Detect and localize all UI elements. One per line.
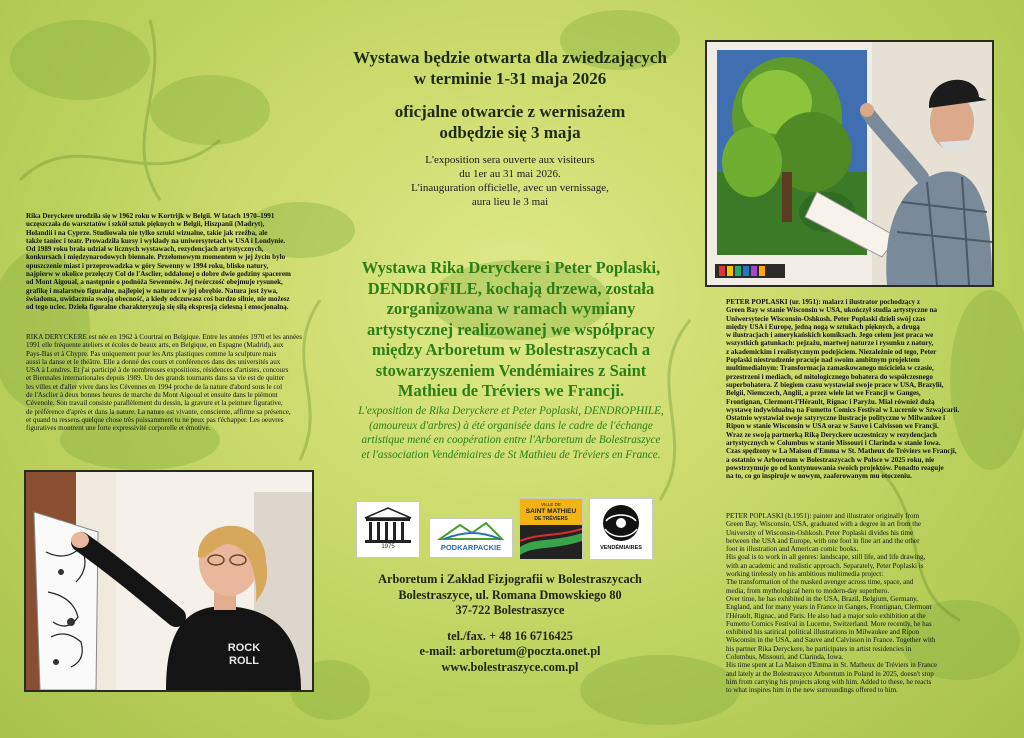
- bio-line: with an academic and realistic approach. Separately, Peter Poplaski is: [726, 561, 924, 570]
- bio-line: Poplaski niestrudzenie pracuje nad swoim ambitnym projektem: [726, 356, 920, 365]
- bio-line: przestrzeni i mediach, od mitologicznego bohatera do współczesnego: [726, 372, 933, 381]
- saint-mathieu-landscape-icon: [520, 525, 582, 559]
- bio-line: Ostatnio wystawiał swoje satyryczne ilustracje polityczne w Milwaukee i: [726, 414, 946, 423]
- bio-line: de l'Asclier à deux bonnes heures de marche du Mont Aigoual et ensuite dans le piémont: [26, 391, 278, 400]
- bio-line: Rika Deryckere urodziła się w 1962 roku w Kortrijk w Belgii. W latach 1970–1991: [26, 212, 275, 220]
- contact-block: [330, 572, 690, 675]
- bio-line: USA à Londres. Et j'ai participé à de nombreuses expositions, résidences d'artistes, concours: [26, 366, 289, 375]
- bio-line: Wraz ze swoją partnerką Riką Deryckere uczestniczy w rezydencjach: [726, 430, 937, 439]
- bio-line: his partner Rika Deryckere, he participates in artist residencies in: [726, 644, 912, 653]
- header-line: L'inauguration officielle, avec un vernissage,: [411, 182, 609, 194]
- bio-line: a ostatnio w Arboretum w Bolestraszycach w Polsce w 2025 roku, nie: [726, 455, 935, 464]
- shirt-text: ROLL: [229, 655, 259, 667]
- contact-phone: tel./fax. + 48 16 6716425: [447, 628, 573, 643]
- bio-line: od tego uciec. Dzieła figuralne charakteryzują się siłą ekspresją cielesną i emocjonalną.: [26, 303, 289, 312]
- bio-line: PETER POPLASKI (ur. 1951): malarz i ilustrator pochodzący z: [726, 298, 921, 306]
- bio-line: foot in illustration and American comic books.: [726, 545, 859, 554]
- bio-line: Pays-Bas et à Chypre. Pas uniquement pour les Arts plastiques comme la sculpture mais: [26, 349, 277, 358]
- saint-mathieu-line1: SAINT MATHIEU: [525, 508, 577, 515]
- main-line: L'exposition de Rika Deryckere et Peter Poplaski, DENDROPHILE,: [358, 405, 664, 417]
- bio-line: Wisconsin in the USA, and Sauve and Calvisson in France. Together with: [726, 636, 936, 645]
- bio-line: multimedialnym: Transformacja zamaskowanego mściciela w czasie,: [726, 364, 934, 373]
- bio-line: Czas spędzony w La Maison d'Emma w St. Matheux de Tréviers we Francji,: [726, 447, 957, 456]
- podkarpackie-mountains-icon: [430, 519, 512, 543]
- bio-line: na to, co go inspiruje w nowym, zaaferowanym mu otoczeniu.: [726, 472, 912, 481]
- main-line: Wystawa Rika Deryckere i Peter Poplaski,: [361, 258, 661, 277]
- header-line: L'exposition sera ouverte aux visiteurs: [425, 154, 595, 166]
- bio-line: RIKA DERYCKERE est née en 1962 à Courtrai en Belgique. Entre les années 1970 et les années: [26, 333, 302, 341]
- peter-bio-en: [726, 512, 996, 695]
- bio-line: figuratives montrent une forte expressivité corporelle et émotive.: [26, 424, 211, 433]
- bio-line: Green Bay w stanie Wisconsin w USA, ukończył studia artystyczne na: [726, 306, 938, 315]
- bio-line: l'Hérault, Rignac, and Paris. He also had a major solo exhibition at the: [726, 611, 926, 620]
- bio-line: Belgii, Niemczech, Anglii, a przez wiele lat we Francji w Ganges,: [726, 389, 921, 398]
- bio-line: najpierw w okolice przełęczy Col de l'Asclier, oddalonej o dobre dwie godziny spacerem: [26, 270, 291, 279]
- vernissage-pl: [320, 101, 700, 143]
- header-line: oficjalne otwarcie z wernisażem: [394, 102, 626, 121]
- contact-line: 37-722 Bolestraszyce: [455, 603, 565, 617]
- bio-line: media, from mythological hero to modern-day superhero.: [726, 586, 890, 595]
- header-line: odbędzie się 3 maja: [439, 123, 581, 142]
- header-line: du 1er au 31 mai 2026.: [459, 168, 561, 180]
- bio-line: w ilustracjach i amerykańskich komiksach. Jego celem jest praca we: [726, 331, 934, 340]
- main-line: między Arboretum w Bolestraszycach a: [371, 340, 651, 359]
- arboretum-logo: [356, 501, 420, 558]
- peter-bio-pl: [726, 298, 996, 481]
- podkarpackie-label: PODKARPACKIE: [440, 543, 502, 552]
- bio-line: wystawę indywidualną na Fumetto Comics Festival w Lucernie w Szwajcarii.: [726, 405, 960, 414]
- contact-line: Arboretum i Zakład Fizjografii w Bolestraszycach: [378, 572, 642, 586]
- bio-line: exhibited his satirical political illustrations in Milwaukee and Ripon: [726, 628, 920, 637]
- main-announcement-pl: [326, 258, 696, 402]
- bio-line: His time spent at La Maison d'Emma in St. Matheux de Tréviers in France: [726, 661, 937, 670]
- bio-line: et Biennales internationales depuis 1989. Un des grands tournants dans sa vie est de quitter: [26, 374, 285, 383]
- arboretum-logo-year: 1975: [381, 544, 395, 550]
- bio-line: także taniec i teatr. Prowadziła kursy i wykłady na uniwersytetach w USA i Londynie.: [26, 236, 286, 245]
- bio-line: The transformation of the masked avenger across time, space, and: [726, 578, 914, 587]
- main-line: artistique mené en coopération entre l'Arboretum de Bolestraszyce: [361, 434, 661, 446]
- bio-line: et quand tu ressens quelque chose très puissamment tu ne peux pas t'échapper. Les oeuvres: [26, 415, 284, 424]
- photo-peter-painting: [705, 40, 994, 287]
- bio-line: England, and for many years in France in Ganges, Frontignan, Clermont: [726, 603, 932, 612]
- main-announcement-fr: [326, 404, 696, 462]
- bio-line: His goal is to work in all genres: landscape, still life, and life drawing,: [726, 553, 926, 562]
- header-line: aura lieu le 3 mai: [471, 196, 549, 208]
- bio-line: między USA i Europę, jedną nogą w sztukach pięknych, a drugą: [726, 322, 920, 331]
- bio-line: PETER POPLASKI (b.1951): painter and illustrator originally from: [726, 512, 920, 520]
- bio-line: and lately at the Bolestraszyce Arboretum in Poland in 2025, doesn't stop: [726, 669, 934, 678]
- opening-hours-fr: [330, 153, 690, 209]
- main-line: DENDROFILE, kochają drzewa, została: [367, 278, 655, 298]
- saint-mathieu-line2: DE TRÉVIERS: [534, 516, 568, 522]
- bio-line: Fumetto Comics Festival in Lucerne, Switzerland. More recently, he has: [726, 619, 932, 628]
- bio-line: Columbus, Missouri, and Clarinda, Iowa.: [726, 653, 844, 662]
- bio-line: les villes et d'aller vivre dans les Cévennes en 1994 proche de la nature d'abord sous le col: [26, 382, 283, 391]
- main-line: stowarzyszeniem Vendémiaires z Saint: [375, 360, 647, 380]
- photo-peter-illustration: [707, 42, 992, 285]
- contact-website[interactable]: www.bolestraszyce.com.pl: [441, 659, 579, 674]
- bio-line: Holandii i na Cyprze. Studiowała nie tylko sztuki wizualne, takie jak rzeźba, ale: [26, 228, 268, 237]
- bio-line: Cévenole. Son travail consiste parallèlement du dessin, la gravure et la peinture figurative,: [26, 399, 283, 408]
- bio-line: wszystkich gatunkach: pejzażu, martwej naturze i rysunku z natury,: [726, 339, 934, 348]
- saint-mathieu-small: VILLE DE: [541, 502, 561, 507]
- bio-line: Od 1989 roku brała udział w licznych wystawach, rezydencjach artystycznych,: [26, 245, 264, 254]
- bio-line: Frontignan, Clermont-l'Hérault, Rignac i Paryżu. Miał również dużą: [726, 397, 935, 406]
- bio-line: z akademickim i realistycznym podejściem. Niezależnie od tego, Peter: [726, 347, 937, 356]
- photo-rika-painting: [24, 470, 314, 692]
- rika-bio-fr: [26, 333, 326, 433]
- main-line: zorganizowana w ramach wymiany: [386, 299, 636, 318]
- contact-line: Bolestraszyce, ul. Romana Dmowskiego 80: [398, 587, 622, 602]
- bio-line: Green Bay, Wisconsin, USA, graduated with a degree in art from the: [726, 520, 921, 529]
- main-line: Mathieu de Tréviers we Francji.: [397, 381, 625, 400]
- bio-line: de préférence d'après et dans la nature. La nature est vivante, consciente, affirme sa présence,: [26, 407, 291, 416]
- bio-line: powstrzymuje go od kontynuowania swoich projektów. Ponadto reaguje: [726, 463, 944, 472]
- bio-line: artystycznych w Columbus w stanie Missouri i Clarinda w stanie Iowa.: [726, 439, 941, 448]
- bio-line: Over time, he has exhibited in the USA, Brazil, Belgium, Germany,: [726, 594, 919, 603]
- contact-email[interactable]: e-mail: arboretum@poczta.onet.pl: [419, 644, 601, 658]
- bio-line: working tirelessly on his ambitious multimedia project:: [726, 570, 884, 579]
- bio-line: grafikę i malarstwo figuralne, najlepiej w naturze i w jej obrębie. Natura jest żywa,: [26, 286, 278, 295]
- main-line: artystycznej realizowanej we współpracy: [367, 319, 655, 339]
- shirt-print: [204, 642, 284, 668]
- rika-bio-pl: [26, 212, 326, 312]
- bio-line: to what inspires him in the new surroundings offered to him.: [726, 686, 898, 695]
- main-line: et l'association Vendémiaires de St Mathieu de Tréviers en France.: [361, 448, 661, 461]
- podkarpackie-logo: [429, 518, 513, 558]
- bio-line: Ripon w stanie Wisconsin w USA oraz w Sauve i Calvisson we Francji.: [726, 422, 939, 431]
- bio-line: aussi la danse et le théâtre. Elle a donné des cours et conférences dans des universités aux: [26, 357, 281, 366]
- bio-line: University of Wisconsin-Oshkosh. Peter Poplaski divides his time: [726, 528, 914, 537]
- opening-hours-pl: [320, 47, 700, 89]
- header-line: Wystawa będzie otwarta dla zwiedzających: [353, 48, 667, 67]
- vendemiaires-logo: [589, 498, 653, 560]
- bio-line: świadoma, uwidacznia swoją obecność, a kiedy odczuwasz coś bardzo silnie, nie możesz: [26, 294, 290, 303]
- bio-line: superbohatera. Z biegiem czasu wystawiał swoje prace w USA, Brazylii,: [726, 380, 944, 389]
- bio-line: 1991 elle fréquente ateliers et écoles de beaux arts, en Belgique, en Espagne (Madrid), aux: [26, 341, 284, 350]
- shirt-text: ROCK: [227, 642, 261, 654]
- saint-mathieu-logo: [519, 498, 583, 560]
- bio-line: between the USA and Europe, with one foot in fine art and the other: [726, 536, 920, 545]
- bio-line: opuszczenie miast i przeprowadzka w góry Sewenny w 1994 roku, blisko natury,: [26, 261, 269, 270]
- bio-line: uczęszczała do warsztatów i szkół sztuk pięknych w Belgii, Hiszpanii (Madryt),: [26, 220, 265, 229]
- header-line: w terminie 1-31 maja 2026: [413, 69, 607, 88]
- bio-line: Uniwersytecie Wisconsin-Oshkosh. Peter Poplaski dzieli swój czas: [726, 314, 926, 323]
- bio-line: od Mont Aigoual, a następnie o podnóża Sewennów. Jej twórczość obejmuje rysunek,: [26, 278, 283, 287]
- bio-line: him from carrying his projects along with him. Added to these, he reacts: [726, 677, 932, 686]
- main-line: (amoureux d'arbres) à été organisée dans le cadre de l'échange: [369, 419, 653, 432]
- bio-line: konkursach i międzynarodowych biennale. Przełomowym momentem w jej życiu było: [26, 253, 286, 262]
- vendemiaires-label: VENDÉMIAIRES: [600, 545, 642, 551]
